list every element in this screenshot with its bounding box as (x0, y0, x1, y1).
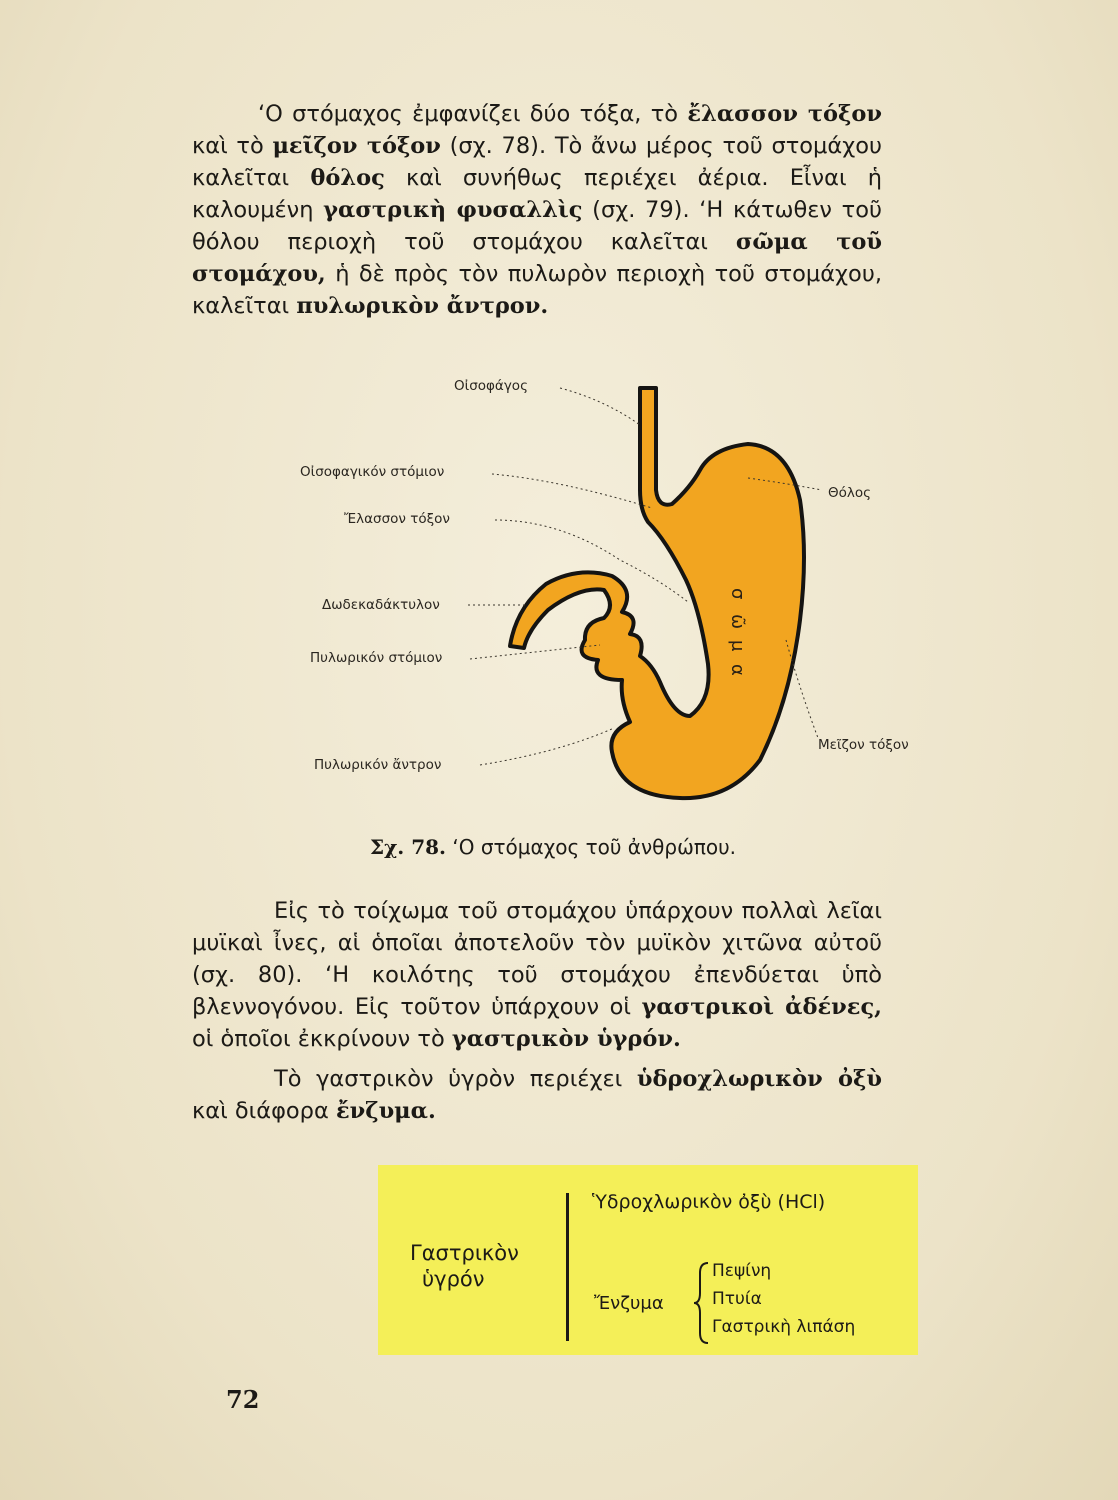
summary-enzyme-1: Πεψίνη (712, 1261, 772, 1281)
brace-icon (692, 1261, 712, 1345)
label-pylorus: Πυλωρικόν στόμιον (310, 650, 443, 666)
term-enzymes: ἔνζυμα. (335, 1098, 436, 1124)
text-run: Τὸ γαστρικὸν ὑγρὸν περιέχει (274, 1066, 637, 1092)
paragraph-muscle-layer (192, 895, 882, 1055)
caption-number: Σχ. 78. (370, 835, 447, 859)
term-greater-curvature: μεῖζον τόξον (272, 133, 441, 159)
text-run: (σχ. 78). Τὸ ἄνω μέρος τοῦ στομάχου καλεῖται (192, 133, 882, 191)
term-lesser-curvature: ἔλασσον τόξον (687, 101, 882, 127)
text-run: ἡ δὲ πρὸς τὸν πυλωρὸν περιοχὴ τοῦ στομάχου, καλεῖται (192, 261, 882, 319)
summary-acid: Ὑδροχλωρικὸν ὀξὺ (HCl) (592, 1191, 826, 1213)
label-duodenum: Δωδεκαδάκτυλον (322, 597, 440, 613)
text-run: καὶ τὸ (192, 133, 273, 159)
term-gastric-glands: γαστρικοὶ ἀδένες, (641, 994, 882, 1020)
figure-caption (370, 835, 736, 859)
summary-title-line1: Γαστρικὸν (410, 1241, 519, 1265)
svg-text:ῶ: ῶ (727, 614, 748, 630)
text-run: Εἰς τὸ τοίχωμα τοῦ στομάχου ὑπάρχουν πολλαὶ λεῖαι μυϊκαὶ ἶνες, αἱ ὁποῖαι ἀποτελοῦν τὸν μυϊκὸν χιτῶνα αὐτοῦ (σχ. 80). ‘Η κοιλότης τοῦ στομάχου ἐπενδύεται ὑπὸ βλεννογόνου. Εἰς τοῦτον ὑπάρχουν οἱ (192, 898, 882, 1020)
text-run: (σχ. 79). ‘Η κάτωθεν τοῦ θόλου περιοχὴ τοῦ στομάχου καλεῖται (192, 197, 882, 255)
term-gastric-juice: γαστρικὸν ὑγρόν. (451, 1026, 681, 1052)
term-hydrochloric-acid: ὑδροχλωρικὸν ὀξὺ (636, 1066, 882, 1092)
summary-enzymes-label: Ἔνζυμα (594, 1293, 664, 1314)
summary-divider (566, 1193, 569, 1341)
label-oesophagus: Οἰσοφάγος (454, 378, 528, 394)
svg-text:α: α (727, 664, 748, 676)
text-run: καὶ συνήθως περιέχει ἀέρια. Εἶναι ἡ καλουμένη (192, 165, 882, 223)
term-body: σῶμα τοῦ στομάχου, (192, 229, 882, 287)
stomach-shape (510, 388, 804, 798)
term-gastric-bubble: γαστρικὴ φυσαλλὶς (323, 197, 583, 223)
text-run: οἱ ὁποῖοι ἐκκρίνουν τὸ (192, 1026, 452, 1052)
text-run: ‘Ο στόμαχος ἐμφανίζει δύο τόξα, τὸ (258, 101, 688, 127)
label-cardia: Οἰσοφαγικόν στόμιον (300, 464, 445, 480)
paragraph-gastric-juice (192, 1063, 882, 1127)
summary-box (378, 1165, 918, 1355)
label-pyloric-antrum: Πυλωρικόν ἄντρον (314, 757, 442, 773)
svg-text:μ: μ (727, 640, 748, 652)
page-number: 72 (226, 1385, 260, 1414)
summary-enzyme-3: Γαστρικὴ λιπάση (712, 1317, 856, 1337)
summary-enzyme-2: Πτυία (712, 1289, 762, 1309)
label-fundus: Θόλος (828, 485, 872, 501)
svg-text:σ: σ (727, 588, 748, 600)
term-fundus: θόλος (310, 165, 385, 191)
label-lesser-curvature: Ἔλασσον τόξον (344, 511, 450, 527)
label-greater-curvature: Μεῖζον τόξον (818, 737, 909, 753)
summary-title-line2: ὑγρόν (422, 1267, 485, 1291)
text-run: καὶ διάφορα (192, 1098, 336, 1124)
caption-text: ‘Ο στόμαχος τοῦ ἀνθρώπου. (452, 835, 737, 859)
term-pyloric-antrum: πυλωρικὸν ἄντρον. (296, 293, 549, 319)
